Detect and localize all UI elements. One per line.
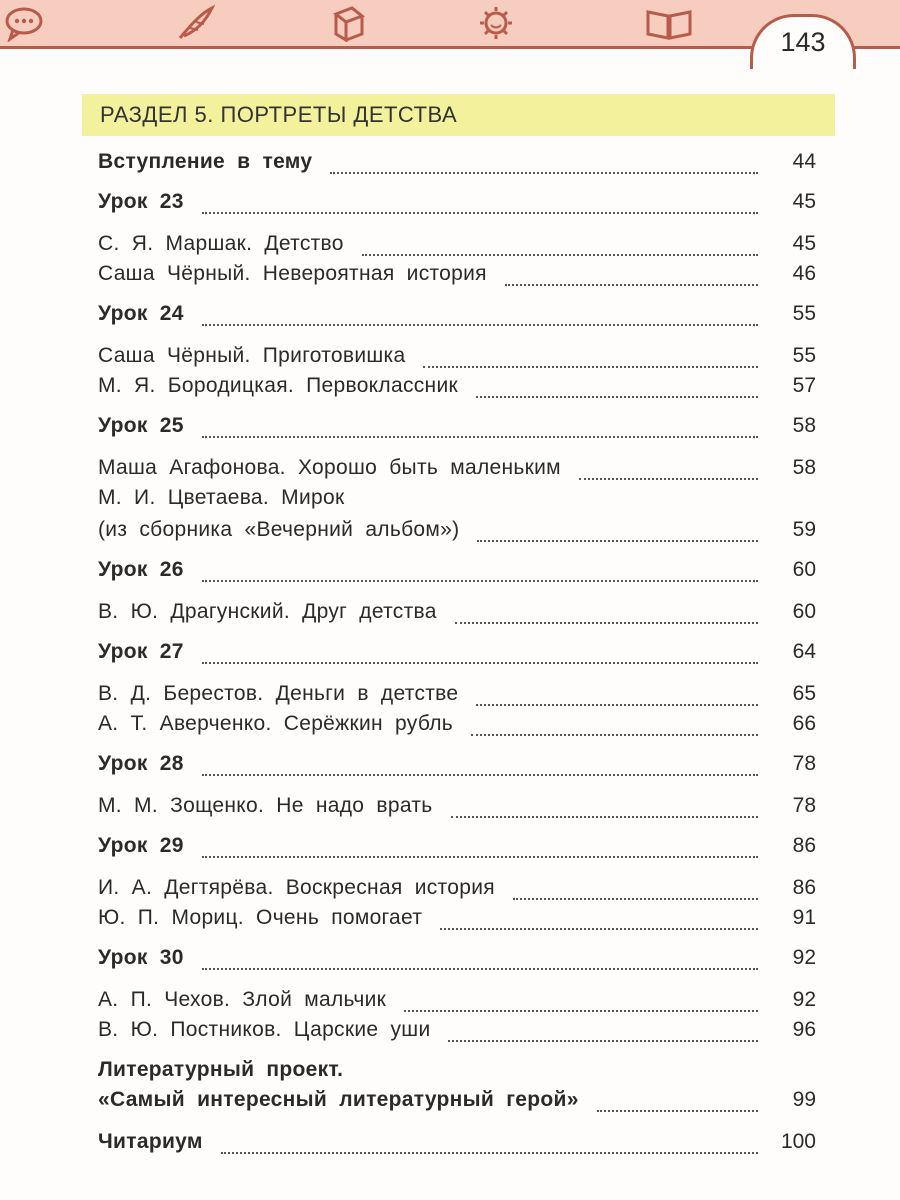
toc-entry-row [98, 906, 816, 936]
toc-page-number: 78 [792, 794, 816, 817]
toc-page-number: 91 [792, 906, 816, 929]
leader-dots [202, 436, 758, 438]
toc-page-number: 66 [792, 712, 816, 735]
leader-dots [221, 1152, 758, 1154]
toc-page-number: 92 [792, 946, 816, 969]
toc-heading-row [98, 752, 816, 782]
toc-entry-label: В. Д. Берестов. Деньги в детстве [98, 682, 459, 705]
toc-page-number: 45 [792, 190, 816, 213]
toc-page-number: 100 [780, 1130, 816, 1153]
toc-page-number: 65 [792, 682, 816, 705]
toc-entry-label: Читариум [98, 1130, 203, 1153]
toc-page-number: 86 [792, 876, 816, 899]
toc-page-number: 78 [792, 752, 816, 775]
toc-entry-row [98, 682, 816, 712]
toc-entry-label: А. П. Чехов. Злой мальчик [98, 988, 387, 1011]
toc-page-number: 58 [792, 414, 816, 437]
toc-entry-row [98, 374, 816, 404]
toc-heading-row [98, 558, 816, 588]
page-number: 143 [780, 27, 826, 57]
toc-entry-label: М. И. Цветаева. Мирок [98, 486, 345, 509]
toc-entry-row [98, 794, 816, 824]
toc-entry-label: Урок 26 [98, 558, 184, 581]
leader-dots [423, 366, 758, 368]
leader-dots [440, 928, 758, 930]
leader-dots [330, 172, 758, 174]
toc-entry-label: А. Т. Аверченко. Серёжкин рубль [98, 712, 454, 735]
toc-heading-row [98, 302, 816, 332]
toc-heading-row [98, 1088, 816, 1118]
toc-entry-row [98, 518, 816, 548]
leader-dots [477, 540, 758, 542]
toc-page-number: 55 [792, 344, 816, 367]
leader-dots [448, 1040, 758, 1042]
toc-entry-label: Вступление в тему [98, 150, 313, 173]
leader-dots [202, 580, 758, 582]
toc-page-number: 60 [792, 600, 816, 623]
toc-heading-row [98, 834, 816, 864]
leader-dots [202, 324, 758, 326]
toc-entry-label: Урок 28 [98, 752, 184, 775]
toc-page-number: 86 [792, 834, 816, 857]
toc-entry-label: «Самый интересный литературный герой» [98, 1088, 579, 1111]
toc-entry-row [98, 712, 816, 742]
toc-heading-row [98, 946, 816, 976]
toc-entry-label: Урок 27 [98, 640, 184, 663]
leader-dots [476, 704, 758, 706]
toc-entry-label: Саша Чёрный. Невероятная история [98, 262, 487, 285]
toc-heading-row [98, 150, 816, 180]
leader-dots [202, 662, 758, 664]
toc-page-number: 92 [792, 988, 816, 1011]
toc-entry-label: М. М. Зощенко. Не надо врать [98, 794, 433, 817]
toc-heading-row [98, 190, 816, 220]
toc-page-number: 57 [792, 374, 816, 397]
leader-dots [476, 396, 758, 398]
toc-entry-row [98, 1018, 816, 1048]
toc-entry-label: Урок 24 [98, 302, 184, 325]
toc-entry-label: Маша Агафонова. Хорошо быть маленьким [98, 456, 561, 479]
leader-dots [579, 478, 758, 480]
toc-entry-label: Ю. П. Мориц. Очень помогает [98, 906, 423, 929]
leader-dots [471, 734, 758, 736]
toc-entry-label: С. Я. Маршак. Детство [98, 232, 344, 255]
leader-dots [597, 1110, 758, 1112]
leader-dots [451, 816, 758, 818]
toc-entry-row [98, 486, 816, 516]
toc-heading-row [98, 640, 816, 670]
leader-dots [202, 856, 758, 858]
toc-entry-label: В. Ю. Постников. Царские уши [98, 1018, 431, 1041]
toc-entry-label: Саша Чёрный. Приготовишка [98, 344, 406, 367]
toc-heading-row [98, 414, 816, 444]
toc-entry-label: Урок 23 [98, 190, 184, 213]
toc-entry-row [98, 876, 816, 906]
leader-dots [362, 254, 758, 256]
toc-entry-label: И. А. Дегтярёва. Воскресная история [98, 876, 495, 899]
toc-entry-label: Литературный проект. [98, 1058, 344, 1081]
toc-entry-row [98, 600, 816, 630]
toc-page-number: 46 [792, 262, 816, 285]
toc-heading-row [98, 1058, 816, 1088]
toc-entry-row [98, 988, 816, 1018]
leader-dots [404, 1010, 758, 1012]
toc-entry-label: Урок 30 [98, 946, 184, 969]
leader-dots [202, 774, 758, 776]
leader-dots [202, 212, 758, 214]
leader-dots [505, 284, 758, 286]
toc-page-number: 99 [792, 1088, 816, 1111]
leader-dots [202, 968, 758, 970]
toc-entry-label: Урок 29 [98, 834, 184, 857]
toc-entry-row [98, 456, 816, 486]
toc-page-number: 44 [792, 150, 816, 173]
toc-page-number: 58 [792, 456, 816, 479]
toc-entry-label: (из сборника «Вечерний альбом») [98, 518, 460, 541]
toc-entry-row [98, 344, 816, 374]
leader-dots [513, 898, 758, 900]
toc-entry-row [98, 262, 816, 292]
toc-entry-label: В. Ю. Драгунский. Друг детства [98, 600, 437, 623]
toc-heading-row [98, 1130, 816, 1160]
section-title: РАЗДЕЛ 5. ПОРТРЕТЫ ДЕТСТВА [100, 102, 458, 127]
toc-entry-label: Урок 25 [98, 414, 184, 437]
toc-entry-row [98, 232, 816, 262]
toc-page-number: 60 [792, 558, 816, 581]
toc-page-number: 45 [792, 232, 816, 255]
toc-entry-label: М. Я. Бородицкая. Первоклассник [98, 374, 458, 397]
leader-dots [455, 622, 758, 624]
toc-page-number: 55 [792, 302, 816, 325]
toc-page-number: 59 [792, 518, 816, 541]
toc-page-number: 64 [792, 640, 816, 663]
toc-page-number: 96 [792, 1018, 816, 1041]
